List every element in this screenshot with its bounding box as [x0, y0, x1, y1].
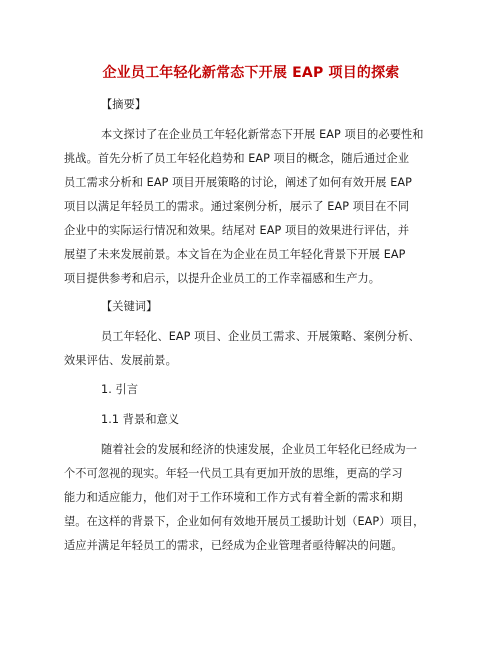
keywords-heading: 【关键词】 [101, 300, 158, 313]
abstract-line: 本文探讨了在企业员工年轻化新常态下开展 EAP 项目的必要性和 [101, 128, 424, 141]
abstract-line: 挑战。首先分析了员工年轻化趋势和 EAP 项目的概念，随后通过企业 [64, 152, 410, 165]
abstract-line: 项目以满足年轻员工的需求。通过案例分析，展示了 EAP 项目在不同 [64, 200, 410, 213]
body-line: 随着社会的发展和经济的快速发展，企业员工年轻化已经成为一 [101, 443, 418, 456]
keywords-line: 员工年轻化、EAP 项目、企业员工需求、开展策略、案例分析、 [101, 330, 420, 343]
body-line: 个不可忽视的现实。年轻一代员工具有更加开放的思维，更高的学习 [64, 467, 403, 480]
body-line: 适应并满足年轻员工的需求，已经成为企业管理者亟待解决的问题。 [64, 539, 403, 552]
abstract-heading: 【摘要】 [101, 98, 147, 111]
document-title: 企业员工年轻化新常态下开展 EAP 项目的探索 [102, 65, 400, 81]
body-line: 能力和适应能力，他们对于工作环境和工作方式有着全新的需求和期 [64, 491, 403, 504]
section-heading: 1. 引言 [101, 383, 139, 396]
body-line: 望。在这样的背景下，企业如何有效地开展员工援助计划（EAP）项目， [64, 515, 425, 528]
abstract-line: 企业中的实际运行情况和效果。结尾对 EAP 项目的效果进行评估，并 [64, 224, 410, 237]
subsection-heading: 1.1 背景和意义 [101, 413, 180, 426]
keywords-line: 效果评估、发展前景。 [64, 354, 177, 367]
abstract-line: 项目提供参考和启示，以提升企业员工的工作幸福感和生产力。 [64, 272, 381, 285]
abstract-line: 员工需求分析和 EAP 项目开展策略的讨论，阐述了如何有效开展 EAP [64, 176, 412, 189]
abstract-line: 展望了未来发展前景。本文旨在为企业在员工年轻化背景下开展 EAP [64, 248, 406, 261]
